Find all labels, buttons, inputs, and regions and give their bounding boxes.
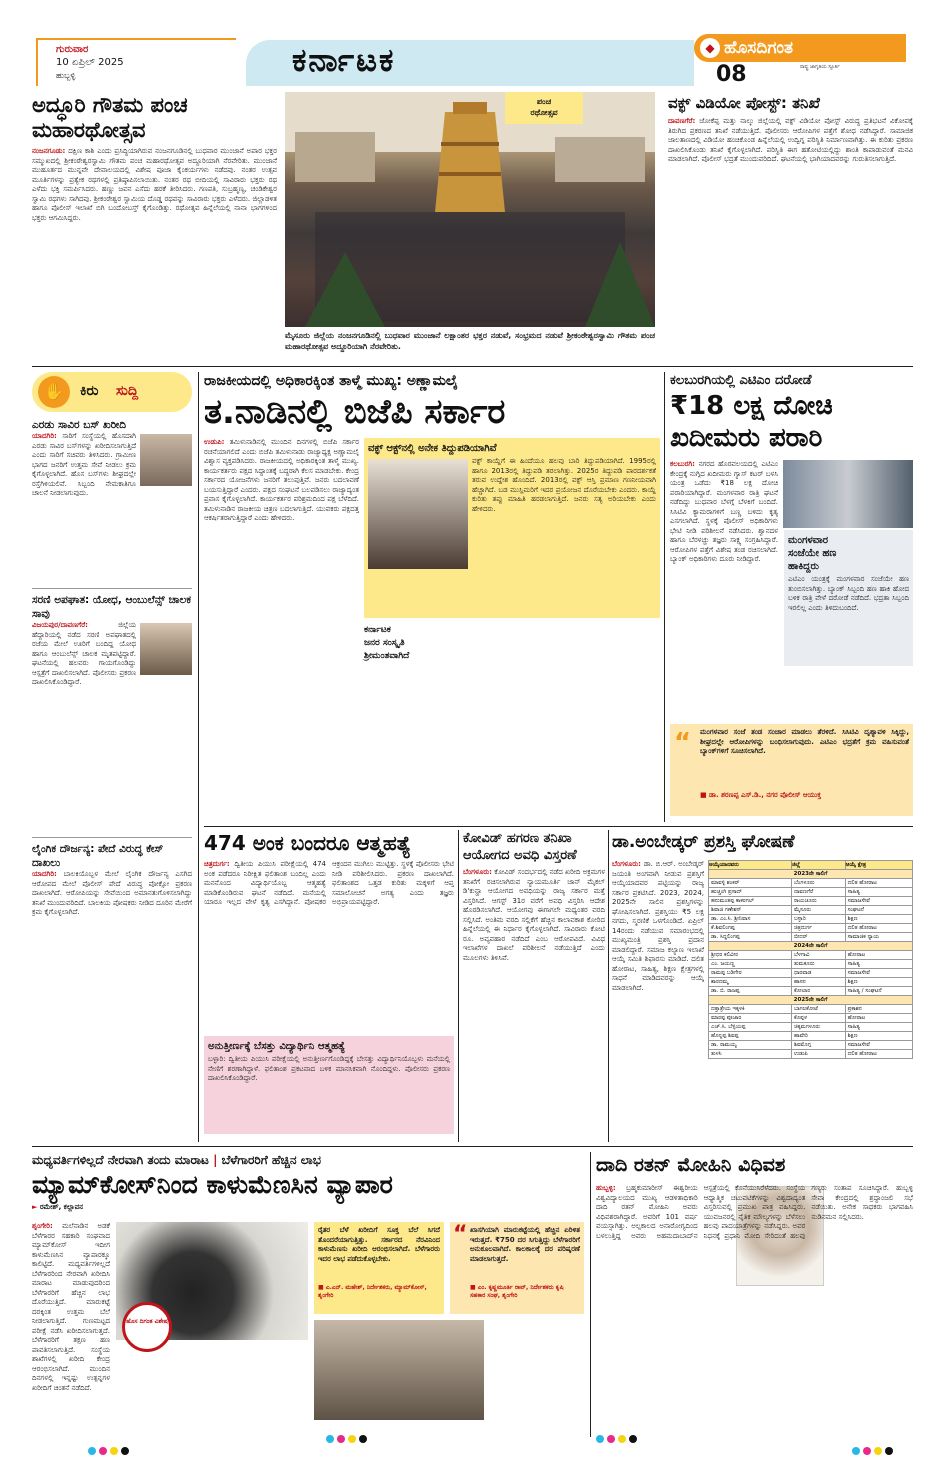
quote-by: ■ ಡಾ. ಶರಣಪ್ಪ ಎಸ್.ಡಿ., ನಗರ ಪೊಲೀಸ್ ಆಯುಕ್ತ [700,791,821,799]
table-row [709,987,913,996]
dateline: ಹುಬ್ಬಳ್ಳಿ: [596,1184,616,1192]
col-header: ಆಯ್ಕೆಯಾದವರು [709,861,792,870]
box-photo [368,459,468,569]
table-row [709,888,913,897]
headline: ತ.ನಾಡಿನಲ್ಲಿ ಬಿಜೆಪಿ ಸರ್ಕಾರ [204,392,506,432]
box-title-line-2: ಸಂಜೆಯೇ ಹಣ [788,548,837,559]
table-cell: ಸಾಹಿತ್ಯ [845,888,912,897]
story-body [463,868,605,1120]
col-header: ಜಿಲ್ಲೆ [791,861,845,870]
table-cell: ಚಿಕ್ಕಮಗಳೂರು [791,1023,845,1032]
brand-name: ಹೊಸದಿಗಂತ [724,38,794,58]
divider [664,372,665,822]
photo-caption: ಮೈಸೂರು ಜಿಲ್ಲೆಯ ನಂಜನಗೂಡಿನಲ್ಲಿ ಬುಧವಾರ ಮುಂಜಾನೆ ಲಕ್ಷಾಂತರ ಭಕ್ತರ ನಡುವೆ, ಸಂಭ್ರಮದ ನಡುವೆ ಶ್ರೀಕಂಠೇಶ್ವರಸ್ವಾಮಿ ಗೌತಮ ಪಂಚ ಮಹಾರಥೋತ್ಸವ ಅದ್ದೂರಿಯಾಗಿ ನೆರವೇರಿತು. [285,331,655,351]
story-body [32,147,277,359]
dateline: ಉಡುಪಿ: [204,438,225,446]
table-row [709,960,913,969]
brief-title: ಲೈಂಗಿಕ ದೌರ್ಜನ್ಯ: ಪೇದೆ ವಿರುದ್ಧ ಕೇಸ್ ದಾಖಲು [32,843,164,869]
brief-photo [140,434,192,486]
table-cell: ಬೆಳಗಾವಿ [791,951,845,960]
table-cell: ಸಮಾಜಸೇವೆ [845,1041,912,1050]
color-registration-dots [88,1440,132,1459]
table-cell: ಹಾಸನ [791,978,845,987]
body-text: ದ್ವಿತೀಯ ಪಿಯುಸಿ ಪರೀಕ್ಷೆಯಲ್ಲಿ 474 ಅಂಕ ಪಡೆದರೂ ನಿರೀಕ್ಷಿತ ಫಲಿತಾಂಶ ಬಂದಿಲ್ಲ ಎಂದು ಮನನೊಂದ ವಿದ್ಯಾರ್ಥಿಯೊಬ್ಬ ಆತ್ಮಹತ್ಯೆ ಮಾಡಿಕೊಂಡಿರುವ ಘಟನೆ ನಡೆದಿದೆ. ಮನೆಯಲ್ಲಿ ಯಾರೂ ಇಲ್ಲದ ವೇಳೆ ಕೃತ್ಯ ಎಸಗಿದ್ದಾನೆ. ಪೋಷಕರ ಆಕ್ರಂದನ ಮುಗಿಲು ಮುಟ್ಟಿತ್ತು. ಸ್ಥಳಕ್ಕೆ ಪೊಲೀಸರು ಭೇಟಿ ನೀಡಿ ಪರಿಶೀಲಿಸಿದರು. ಪ್ರಕರಣ ದಾಖಲಾಗಿದೆ. ಫಲಿತಾಂಶದ ಒತ್ತಡ ಕುರಿತು ಮಕ್ಕಳಿಗೆ ಆಪ್ತ ಸಮಾಲೋಚನೆ ಅಗತ್ಯ ಎಂದು ತಜ್ಞರು ಅಭಿಪ್ರಾಯಪಟ್ಟಿದ್ದಾರೆ. [204,860,454,906]
page-number: 08 [716,62,747,87]
color-registration-dots [852,1440,896,1459]
date-block [36,38,236,86]
quote-box-1 [314,1222,444,1314]
waqf-box [364,438,660,618]
table-section-row [709,996,913,1005]
date-label: 10 ಏಪ್ರಿಲ್ 2025 [56,57,124,68]
body-mid [182,1346,308,1434]
table-section-row [709,870,913,879]
body-text: ದಕ್ಷಿಣ ಕಾಶಿ ಎಂದು ಪ್ರಸಿದ್ಧಿಯಾಗಿರುವ ನಂಜನಗೂಡಿನಲ್ಲಿ ಬುಧವಾರ ಮುಂಜಾನೆ ಅಪಾರ ಭಕ್ತರ ಸಮ್ಮುಖದಲ್ಲಿ ಶ್ರೀಕಂಠೇಶ್ವರಸ್ವಾಮಿ ಗೌತಮ ಪಂಚ ಮಹಾರಥೋತ್ಸವ ಅದ್ದೂರಿಯಾಗಿ ನೆರವೇರಿತು. ಮುಂಜಾನೆ ಮುಹೂರ್ತದ ಮುನ್ನವೇ ದೇವಾಲಯದಲ್ಲಿ ವಿಶೇಷ ಪೂಜಾ ಕೈಂಕರ್ಯಗಳು ನಡೆದವು. ನಂತರ ಉತ್ಸವ ಮೂರ್ತಿಗಳನ್ನು ಪ್ರತ್ಯೇಕ ರಥಗಳಲ್ಲಿ ಪ್ರತಿಷ್ಠಾಪಿಸಲಾಯಿತು. ನಂತರ ರಥ ಬೀದಿಯಲ್ಲಿ ಸಾವಿರಾರು ಭಕ್ತರು ರಥ ಎಳೆದು ಭಕ್ತಿ ಸಮರ್ಪಿಸಿದರು. ಹಣ್ಣು ಜವನ ಎಸೆದು ಹರಕೆ ತೀರಿಸಿದರು. ಗಣಪತಿ, ಸುಬ್ರಹ್ಮಣ್ಯ, ಚಂಡಿಕೇಶ್ವರ ಸ್ವಾಮಿ ರಥಗಳು ಸಾಗಿದವು. ಶ್ರೀಕಂಠೇಶ್ವರ ಸ್ವಾಮಿಯ ದೊಡ್ಡ ರಥವನ್ನು ಸಾವಿರಾರು ಭಕ್ತರು ಎಳೆದರು. ಜಿಲ್ಲಾಡಳಿತ ಹಾಗೂ ಪೊಲೀಸ್ ಇಲಾಖೆ ಬಿಗಿ ಬಂದೋಬಸ್ತ್ ಕೈಗೊಂಡಿತ್ತು. ರಥೋತ್ಸವ ಹಿನ್ನೆಲೆಯಲ್ಲಿ ನಾನಾ ಭಾಗಗಳಿಂದ ಭಕ್ತರು ಆಗಮಿಸಿದ್ದರು. [32,147,277,222]
story-body [612,860,704,1138]
dateline: ವಿಜಯಪುರ/ದಾವಣಗೆರೆ: [32,621,88,629]
brief-body [32,870,192,1020]
box-title [788,534,909,573]
table-cell: ಕೆ.ಶಿವಲಿಂಗಪ್ಪ [709,924,792,933]
brief-body [32,621,136,831]
body-text: ತಮಿಳುನಾಡಿನಲ್ಲಿ ಮುಂದಿನ ದಿನಗಳಲ್ಲಿ ಬಿಜೆಪಿ ಸರ್ಕಾರ ರಚನೆಯಾಗಲಿದೆ ಎಂದು ಬಿಜೆಪಿ ತಮಿಳುನಾಡು ರಾಜ್ಯಾಧ್ಯಕ್ಷ ಅಣ್ಣಾಮಲೈ ವಿಶ್ವಾಸ ವ್ಯಕ್ತಪಡಿಸಿದರು. ರಾಜಕೀಯದಲ್ಲಿ ಅಧಿಕಾರಕ್ಕಿಂತ ತಾಳ್ಮೆ ಮುಖ್ಯ. ಕಾರ್ಯಕರ್ತರು ಪಕ್ಷದ ಸಿದ್ಧಾಂತಕ್ಕೆ ಬದ್ಧರಾಗಿ ಕೆಲಸ ಮಾಡಬೇಕು. ಕೇಂದ್ರ ಸರ್ಕಾರದ ಯೋಜನೆಗಳು ಜನರಿಗೆ ತಲುಪುತ್ತಿವೆ. ಜನರು ಬದಲಾವಣೆ ಬಯಸುತ್ತಿದ್ದಾರೆ ಎಂದರು. ಪಕ್ಷದ ಸಂಘಟನೆ ಬಲಪಡಿಸಲು ರಾಜ್ಯಾದ್ಯಂತ ಪ್ರವಾಸ ಕೈಗೊಳ್ಳಲಾಗಿದೆ. ಕಾರ್ಯಕರ್ತರ ಪರಿಶ್ರಮದಿಂದ ಪಕ್ಷ ಬೆಳೆದಿದೆ. ತಮಿಳುನಾಡಿನ ರಾಜಕೀಯ ಚಿತ್ರಣ ಬದಲಾಗುತ್ತಿದೆ. ಯುವಕರು ಪಕ್ಷದತ್ತ ಆಕರ್ಷಿತರಾಗುತ್ತಿದ್ದಾರೆ ಎಂದು ಹೇಳಿದರು. [204,438,359,522]
temple-festival-photo [285,92,655,327]
story-mamcos-pepper [32,1152,584,1437]
label-kiru: ಕಿರು [80,383,99,399]
hand-icon: ✋ [38,376,70,408]
table-cell: ಹಾವೇರಿ [791,1032,845,1041]
sub-title: ಅನುತ್ತೀರ್ಣಕ್ಕೆ ಬೆಸತ್ತು ವಿದ್ಯಾರ್ಥಿನಿ ಆತ್ಮಹತ್ಯೆ [208,1041,346,1052]
special-stamp [122,1302,172,1352]
table-row [709,1041,913,1050]
dateline: ಬೆಂಗಳೂರು: [463,868,492,876]
section-label: 2023ನೇ ಸಾಲಿಗೆ [709,870,913,879]
table-cell: ಡಾ. ಎಂ.ಸಿ. ಶ್ರೀನಿವಾಸ [709,915,792,924]
table-cell: ಶಿವಮೊಗ್ಗ [791,1041,845,1050]
story-atm-robbery [670,372,913,822]
table-cell: ಉಡುಪಿ [791,1050,845,1059]
tag-line-1: ಪಂಚ [536,97,552,106]
table-cell: ಹನುಮಂತಪ್ಪ ಕಾಕರಗಲ್ [709,897,792,906]
table-cell: ದತ್ತಾತ್ರೇಯ ಇಕ್ಕಳಕಿ [709,1005,792,1014]
table-cell: ತುಳಸಿ [709,1050,792,1059]
stamp-text: ಹೊಸ ದಿಗಂತ ವಿಶೇಷ [126,1318,168,1325]
story-student-suicide [204,830,454,1140]
table-body [709,870,913,1059]
body-text: ಸಾರಿಗೆ ಸಂಸ್ಥೆಯಲ್ಲಿ ಹೊಸದಾಗಿ ಎರಡು ಸಾವಿರ ಬಸ್‌ಗಳನ್ನು ಖರೀದಿಸಲಾಗುತ್ತಿದೆ ಎಂದು ಸಾರಿಗೆ ಸಚಿವರು ತಿಳಿಸಿದರು. ಗ್ರಾಮೀಣ ಭಾಗದ ಜನರಿಗೆ ಉತ್ತಮ ಸೇವೆ ನೀಡಲು ಕ್ರಮ ಕೈಗೊಳ್ಳಲಾಗಿದೆ. ಹೊಸ ಬಸ್‌ಗಳು ಶೀಘ್ರದಲ್ಲೇ ರಸ್ತೆಗಿಳಿಯಲಿವೆ. ಸಿಬ್ಬಂದಿ ನೇಮಕಾತಿಗೂ ಚಾಲನೆ ನೀಡಲಾಗುವುದು. [32,432,136,497]
body-text: ಬಾಲಕಿಯೊಬ್ಬಳ ಮೇಲೆ ಲೈಂಗಿಕ ದೌರ್ಜನ್ಯ ಎಸಗಿದ ಆರೋಪದ ಮೇಲೆ ಪೊಲೀಸ್ ಪೇದೆ ವಿರುದ್ಧ ಪೋಕ್ಸೋ ಪ್ರಕರಣ ದಾಖಲಾಗಿದೆ. ಆರೋಪಿಯನ್ನು ಸೇವೆಯಿಂದ ಅಮಾನತುಗೊಳಿಸಲಾಗಿದ್ದು ತನಿಖೆ ಮುಂದುವರಿದಿದೆ. ಬಾಲಕಿಯ ಪೋಷಕರು ನೀಡಿದ ದೂರಿನ ಮೇರೆಗೆ ಕ್ರಮ ಕೈಗೊಳ್ಳಲಾಗಿದೆ. [32,870,192,916]
divider [204,826,913,827]
story-body [596,1184,913,1422]
divider [608,830,609,1142]
divider [198,372,199,1142]
kirusuddi-column [32,372,192,1142]
divider [32,1146,913,1147]
dateline: ಯಾದಗಿರಿ: [32,870,57,878]
body-text: ನಗರದ ಹೊರವಲಯದಲ್ಲಿ ಎಟಿಎಂ ಕೇಂದ್ರಕ್ಕೆ ನುಗ್ಗಿದ ಖದೀಮರು ಗ್ಯಾಸ್ ಕಟರ್ ಬಳಸಿ ಯಂತ್ರ ಒಡೆದು ₹18 ಲಕ್ಷ ದೋಚಿ ಪರಾರಿಯಾಗಿದ್ದಾರೆ. ಮಂಗಳವಾರ ರಾತ್ರಿ ಘಟನೆ ನಡೆದಿದ್ದು ಬುಧವಾರ ಬೆಳಗ್ಗೆ ಬೆಳಕಿಗೆ ಬಂದಿದೆ. ಸಿಸಿಟಿವಿ ಕ್ಯಾಮರಾಗಳಿಗೆ ಬಣ್ಣ ಬಳಿದು ಕೃತ್ಯ ಎಸಗಲಾಗಿದೆ. ಸ್ಥಳಕ್ಕೆ ಪೊಲೀಸ್ ಅಧಿಕಾರಿಗಳು ಭೇಟಿ ನೀಡಿ ಪರಿಶೀಲನೆ ನಡೆಸಿದರು. ಶ್ವಾನದಳ ಹಾಗೂ ಬೆರಳಚ್ಚು ತಜ್ಞರು ಸಾಕ್ಷ್ಯ ಸಂಗ್ರಹಿಸಿದ್ದಾರೆ. ಆರೋಪಿಗಳ ಪತ್ತೆಗೆ ವಿಶೇಷ ತಂಡ ರಚಿಸಲಾಗಿದೆ. ಬ್ಯಾಂಕ್ ಅಧಿಕಾರಿಗಳು ದೂರು ನೀಡಿದ್ದಾರೆ. [670,460,778,563]
col-header: ಆಯ್ಕೆ ಕ್ಷೇತ್ರ [845,861,912,870]
table-row [709,897,913,906]
table-cell: ಧಾರವಾಡ [791,969,845,978]
story-body [670,460,778,666]
table-cell: ಬಳ್ಳಾರಿ [791,915,845,924]
quote-icon: “ [453,1222,468,1247]
table-row [709,1032,913,1041]
quote-icon: “ [674,728,692,758]
table-cell: ದಲಿತ ಹೋರಾಟ [845,879,912,888]
table-cell: ಬಾಗಲಕೋಟೆ [791,1005,845,1014]
table-row [709,924,913,933]
label-suddi: ಸುದ್ದಿ [116,383,139,399]
table-cell: ಶಿಕ್ಷಣ [845,1032,912,1041]
table-cell: ಹೋರಾಟ [845,1014,912,1023]
dateline: ಯಾದಗಿರಿ: [32,432,57,440]
headline: ವಕ್ಫ್ ವಿಡಿಯೋ ಪೋಸ್ಟ್: ತನಿಖೆ [668,94,820,112]
quote-line-1: ಕರ್ನಾಟಕ [364,625,391,635]
dateline: ದಾವಣಗೆರೆ: [668,117,696,125]
table-cell: ಬೀದರ್ [791,933,845,942]
table-cell: ಡಾ. ಸಿದ್ದಲಿಂಗಪ್ಪ [709,933,792,942]
table-cell: ರಾಮಪ್ಪ ಬಡಿಗೇರ [709,969,792,978]
body-text: ಕೋವಿಡ್ ಸಂದರ್ಭದಲ್ಲಿ ನಡೆದ ಖರೀದಿ ಅಕ್ರಮಗಳ ತನಿಖೆಗೆ ರಚಿಸಲಾಗಿರುವ ನ್ಯಾಯಮೂರ್ತಿ ಜಾನ್ ಮೈಕಲ್ ಡಿ'ಕುನ್ಹಾ ಆಯೋಗದ ಅವಧಿಯನ್ನು ರಾಜ್ಯ ಸರ್ಕಾರ ಮತ್ತೆ ವಿಸ್ತರಿಸಿದೆ. ಆಗಸ್ಟ್ 31ರ ವರೆಗೆ ಅವಧಿ ವಿಸ್ತರಿಸಿ ಆದೇಶ ಹೊರಡಿಸಲಾಗಿದೆ. ಆಯೋಗವು ಈಗಾಗಲೇ ಮಧ್ಯಂತರ ವರದಿ ಸಲ್ಲಿಸಿದೆ. ಅಂತಿಮ ವರದಿ ಸಲ್ಲಿಕೆಗೆ ಹೆಚ್ಚಿನ ಕಾಲಾವಕಾಶ ಕೋರಿದ ಹಿನ್ನೆಲೆಯಲ್ಲಿ ಈ ನಿರ್ಧಾರ ಕೈಗೊಳ್ಳಲಾಗಿದೆ. ಸಾವಿರಾರು ಕೋಟಿ ರೂ. ಅವ್ಯವಹಾರ ನಡೆದಿದೆ ಎಂಬ ಆರೋಪವಿದೆ. ವಿವಿಧ ಇಲಾಖೆಗಳ ದಾಖಲೆ ಪರಿಶೀಲನೆ ನಡೆಯುತ್ತಿದೆ ಎಂದು ಮೂಲಗಳು ತಿಳಿಸಿವೆ. [463,868,605,962]
dateline: ನಂಜನಗೂಡು: [32,147,66,155]
table-header [709,861,913,870]
table-cell: ಬೆಂಗಳೂರು [791,879,845,888]
table-section-row [709,942,913,951]
table-row [709,969,913,978]
byline: ► ರಮೇಶ್, ಕಲ್ಲಾವನ [32,1203,84,1211]
table-cell: ಶ್ರೀಧರ ಕಲಿವೀರ [709,951,792,960]
table-cell: ತುಮಕೂರು [791,960,845,969]
market-photo [314,1320,484,1420]
table-cell: ಸಾಹಿತ್ಯ / ಸಂಘಟನೆ [845,987,912,996]
table-cell: ಶಿಕ್ಷಣ [845,978,912,987]
divider [32,366,913,367]
box-body: ಎಟಿಎಂ ಯಂತ್ರಕ್ಕೆ ಮಂಗಳವಾರ ಸಂಜೆಯೇ ಹಣ ತುಂಬಿಸಲಾಗಿತ್ತು. ಬ್ಯಾಂಕ್ ಸಿಬ್ಬಂದಿ ಹಣ ಹಾಕಿ ಹೋದ ಬಳಿಕ ರಾತ್ರಿ ವೇಳೆ ದರೋಡೆ ನಡೆದಿದೆ. ಭದ್ರತಾ ಸಿಬ್ಬಂದಿ ಇರಲಿಲ್ಲ ಎಂದು ತಿಳಿದುಬಂದಿದೆ. [788,575,909,612]
brief-item [32,588,192,831]
sub-body: ಬಳ್ಳಾರಿ: ದ್ವಿತೀಯ ಪಿಯುಸಿ ಪರೀಕ್ಷೆಯಲ್ಲಿ ಅನುತ್ತೀರ್ಣಗೊಂಡಿದ್ದಕ್ಕೆ ಬೇಸತ್ತು ವಿದ್ಯಾರ್ಥಿನಿಯೊಬ್ಬಳು ಮನೆಯಲ್ಲಿ ನೇಣಿಗೆ ಶರಣಾಗಿದ್ದಾಳೆ. ಫಲಿತಾಂಶ ಪ್ರಕಟವಾದ ಬಳಿಕ ಮಾನಸಿಕವಾಗಿ ನೊಂದಿದ್ದಳು. ಪೊಲೀಸರು ಪ್ರಕರಣ ದಾಖಲಿಸಿಕೊಂಡಿದ್ದಾರೆ. [208,1055,450,1082]
table-cell: ಶಾರದಮ್ಮ [709,978,792,987]
brief-item [32,418,192,582]
photo-tag [505,92,583,124]
byline-text: ರಮೇಶ್, ಕಲ್ಲಾವನ [39,1203,84,1211]
body-right [490,1320,584,1430]
day-label: ಗುರುವಾರ [56,44,89,55]
story-covid-commission [463,830,605,1140]
table-cell: ದಾವಣಗೆರೆ [791,888,845,897]
quote-box-2 [450,1222,584,1314]
table-cell: ಮಾರಪ್ಪ ಪೂಜಾರ [709,1014,792,1023]
body-text: ಜಿಲ್ಲೆಯ ಹೆದ್ದಾರಿಯಲ್ಲಿ ನಡೆದ ಸರಣಿ ಅಪಘಾತದಲ್ಲಿ ರಜೆಯ ಮೇಲೆ ಊರಿಗೆ ಬಂದಿದ್ದ ಯೋಧ ಹಾಗೂ ಆಂಬುಲೆನ್ಸ್ ಚಾಲಕ ಮೃತಪಟ್ಟಿದ್ದಾರೆ. ಘಟನೆಯಲ್ಲಿ ಹಲವರು ಗಾಯಗೊಂಡಿದ್ದು ಆಸ್ಪತ್ರೆಗೆ ದಾಖಲಿಸಲಾಗಿದೆ. ಪೊಲೀಸರು ಪ್ರಕರಣ ದಾಖಲಿಸಿಕೊಂಡಿದ್ದಾರೆ. [32,621,136,686]
table-row [709,879,913,888]
table-cell: ದಲಿತ ಹೋರಾಟ [845,1050,912,1059]
box-title-line-3: ಹಾಕಿದ್ದರು [788,561,819,572]
headline: ₹18 ಲಕ್ಷ ದೋಚಿ ಖದೀಮರು ಪರಾರಿ [670,391,833,453]
body-text: ಬ್ರಹ್ಮಕುಮಾರೀಸ್ ಈಶ್ವರೀಯ ವಿಶ್ವವಿದ್ಯಾಲಯದ ಮುಖ್ಯ ಆಡಳಿತಾಧಿಕಾರಿ ದಾದಿ ರತನ್ ಮೋಹಿನಿ ಅವರು ವಿಧಿವಶರಾಗಿದ್ದಾರೆ. ಅವರಿಗೆ 101 ವರ್ಷ ವಯಸ್ಸಾಗಿತ್ತು. ಅಲ್ಪಕಾಲದ ಅನಾರೋಗ್ಯದಿಂದ ಬಳಲುತ್ತಿದ್ದ ಅವರು ಅಹಮದಾಬಾದ್‌ನ ಆಸ್ಪತ್ರೆಯಲ್ಲಿ ಕೊನೆಯುಸಿರೆಳೆದರು. ಸಂಸ್ಥೆಯ ಆಧ್ಯಾತ್ಮಿಕ ಚಟುವಟಿಕೆಗಳನ್ನು ವಿಶ್ವದಾದ್ಯಂತ ವಿಸ್ತರಿಸುವಲ್ಲಿ ಪ್ರಮುಖ ಪಾತ್ರ ವಹಿಸಿದ್ದರು. ಯುವಜನರಲ್ಲಿ ನೈತಿಕ ಮೌಲ್ಯಗಳನ್ನು ಬೆಳೆಸಲು ಹಲವು ಪಾದಯಾತ್ರೆಗಳನ್ನು ನಡೆಸಿದ್ದರು. ಅವರ ನಿಧನಕ್ಕೆ ಪ್ರಧಾನಿ ಮೋದಿ ಸೇರಿದಂತೆ ಹಲವು ಗಣ್ಯರು ಸಂತಾಪ ಸೂಚಿಸಿದ್ದಾರೆ. ಹುಬ್ಬಳ್ಳಿ ಸೇವಾ ಕೇಂದ್ರದಲ್ಲಿ ಶ್ರದ್ಧಾಂಜಲಿ ಸಭೆ ನಡೆಯಿತು. ಅನೇಕ ಸಾಧಕರು ಭಾಗವಹಿಸಿ ನುಡಿನಮನ ಸಲ್ಲಿಸಿದರು. [596,1184,913,1240]
story-body [204,438,359,818]
table-cell: ಸಾಮಾಜಿಕ ನ್ಯಾಯ [845,933,912,942]
table-cell: ಶಿಕ್ಷಣ [845,915,912,924]
table-cell: ಮೈಸೂರು [791,906,845,915]
quote-line-3: ಶ್ರೀಮಂತವಾಗಿದೆ [364,651,410,661]
table-cell: ಹುಚ್ಚಂಗಿ ಪ್ರಸಾದ್ [709,888,792,897]
masthead [0,0,945,95]
body-continued [670,670,913,718]
color-registration-dots [596,1428,640,1447]
story-rathotsava [32,93,277,361]
table-row [709,951,913,960]
table-cell: ಪ್ರಕಾಶನ [845,1005,912,1014]
headline: ಡಾ.ಅಂಬೇಡ್ಕರ್ ಪ್ರಶಸ್ತಿ ಘೋಷಣೆ [612,832,795,852]
table-cell: ಹೋರಾಟ [845,951,912,960]
temple-scene [285,92,655,327]
headline: ಅದ್ಧೂರಿ ಗೌತಮ ಪಂಚ ಮಹಾರಥೋತ್ಸವ [32,93,188,142]
table-cell: ಡಾ. ಬಿ. ರಾಜಪ್ಪ [709,987,792,996]
table-cell: ಚಿತ್ರದುರ್ಗ [791,924,845,933]
atm-box [784,530,913,666]
table-row [709,1023,913,1032]
kicker-a: ಮಧ್ಯವರ್ತಿಗಳಿಲ್ಲದೆ ನೇರವಾಗಿ ತಂದು ಮಾರಾಟ [32,1153,209,1167]
table-row [709,933,913,942]
quote-by: ■ ಎ.ಎನ್. ಮಹೇಶ್, ನಿರ್ದೇಶಕರು, ಮ್ಯಾಮ್‌ಕೋಸ್, ಶೃಂಗೇರಿ [318,1284,427,1299]
color-registration-dots [326,1428,370,1447]
table-cell: ಡಾ. ರಾಮಯ್ಯ [709,1041,792,1050]
table-cell: ಎಂ. ಜಯಣ್ಣ [709,960,792,969]
table-row [709,1050,913,1059]
quote-by: ■ ಎಂ. ಕೃಷ್ಣಮೂರ್ತಿ ರಾವ್, ನಿರ್ದೇಶಕರು ಕೃಷಿ ಸಹಕಾರ ಸಂಘ, ಶೃಂಗೇರಿ [470,1284,564,1299]
table-row [709,906,913,915]
table-cell: ರಾಯಚೂರು [791,897,845,906]
sub-story-box [204,1036,454,1134]
box-title-line-1: ಮಂಗಳವಾರ [788,535,829,546]
headline: ಕೋವಿಡ್ ಹಗರಣ ತನಿಖಾ ಆಯೋಗದ ಅವಧಿ ವಿಸ್ತರಣೆ [463,831,577,863]
divider [458,830,459,1142]
section-label: 2024ನೇ ಸಾಲಿಗೆ [709,942,913,951]
table-cell: ಶಿವಾಜಿ ಗಣೇಶನ್ [709,906,792,915]
body-text: ಡಾ. ಬಿ.ಆರ್. ಅಂಬೇಡ್ಕರ್ ಜಯಂತಿ ಅಂಗವಾಗಿ ನೀಡುವ ಪ್ರಶಸ್ತಿಗೆ ಆಯ್ಕೆಯಾದವರ ಪಟ್ಟಿಯನ್ನು ರಾಜ್ಯ ಸರ್ಕಾರ ಪ್ರಕಟಿಸಿದೆ. 2023, 2024, 2025ನೇ ಸಾಲಿನ ಪ್ರಶಸ್ತಿಗಳನ್ನು ಘೋಷಿಸಲಾಗಿದೆ. ಪ್ರಶಸ್ತಿಯು ₹5 ಲಕ್ಷ ನಗದು, ಸ್ಮರಣಿಕೆ ಒಳಗೊಂಡಿದೆ. ಏಪ್ರಿಲ್ 14ರಂದು ನಡೆಯುವ ಸಮಾರಂಭದಲ್ಲಿ ಮುಖ್ಯಮಂತ್ರಿ ಪ್ರಶಸ್ತಿ ಪ್ರದಾನ ಮಾಡಲಿದ್ದಾರೆ. ಸಮಾಜ ಕಲ್ಯಾಣ ಇಲಾಖೆ ಆಯ್ಕೆ ಸಮಿತಿ ಶಿಫಾರಸು ಮಾಡಿದೆ. ದಲಿತ ಹೋರಾಟ, ಸಾಹಿತ್ಯ, ಶಿಕ್ಷಣ ಕ್ಷೇತ್ರಗಳಲ್ಲಿ ಸಾಧನೆ ಮಾಡಿದವರನ್ನು ಆಯ್ಕೆ ಮಾಡಲಾಗಿದೆ. [612,860,704,992]
tag-line-2: ರಥೋತ್ಸವ [530,108,558,117]
story-body [32,1222,110,1434]
headline: 474 ಅಂಕ ಬಂದರೂ ಆತ್ಮಹತ್ಯೆ [204,831,411,855]
kicker-b: ಬೆಳೆಗಾರರಿಗೆ ಹೆಚ್ಚಿನ ಲಾಭ [221,1153,321,1167]
dateline: ಶೃಂಗೇರಿ: [32,1222,53,1230]
edition-label: ಹುಬ್ಬಳ್ಳಿ [56,71,76,80]
quote-text: ಖಾಸಗಿಯಾಗಿ ಮಾರುಕಟ್ಟೆಯಲ್ಲಿ ಹೆಚ್ಚಿನ ಏರಿಳಿತ ಇರುತ್ತದೆ. ₹750 ದರ ಸಿಗುತ್ತಿದ್ದು ಬೆಳೆಗಾರರಿಗೆ ಅನುಕೂಲವಾಗಿದೆ. ಕಾಲಕಾಲಕ್ಕೆ ದರ ಪರಿಷ್ಕರಣೆ ಮಾಡಲಾಗುತ್ತದೆ. [470,1226,580,1263]
table-cell: ದಲಿತ ಹೋರಾಟ [845,924,912,933]
table-cell: ಸಾಹಿತ್ಯ [845,1023,912,1032]
table-row [709,1005,913,1014]
body-text: ಮಲೆನಾಡಿನ ಅಡಕೆ ಬೆಳೆಗಾರರ ಸಹಕಾರಿ ಸಂಘವಾದ ಮ್ಯಾಮ್‌ಕೋಸ್ ಇದೀಗ ಕಾಳುಮೆಣಸಿನ ವ್ಯಾಪಾರಕ್ಕೂ ಕಾಲಿಟ್ಟಿದೆ. ಮಧ್ಯವರ್ತಿಗಳಿಲ್ಲದೆ ಬೆಳೆಗಾರರಿಂದ ನೇರವಾಗಿ ಖರೀದಿಸಿ ಮಾರಾಟ ಮಾಡುವುದರಿಂದ ಬೆಳೆಗಾರರಿಗೆ ಹೆಚ್ಚಿನ ಲಾಭ ದೊರೆಯುತ್ತಿದೆ. ಮಾರುಕಟ್ಟೆ ದರಕ್ಕಿಂತ ಉತ್ತಮ ಬೆಲೆ ನೀಡಲಾಗುತ್ತಿದೆ. ಗುಣಮಟ್ಟದ ಪರೀಕ್ಷೆ ನಡೆಸಿ ಖರೀದಿಸಲಾಗುತ್ತದೆ. ಬೆಳೆಗಾರರಿಗೆ ತಕ್ಷಣ ಹಣ ಪಾವತಿಸಲಾಗುತ್ತಿದೆ. ಸಂಸ್ಥೆಯ ಶಾಖೆಗಳಲ್ಲಿ ಖರೀದಿ ಕೇಂದ್ರ ಆರಂಭಿಸಲಾಗಿದೆ. ಮುಂದಿನ ದಿನಗಳಲ್ಲಿ ಇನ್ನಷ್ಟು ಉತ್ಪನ್ನಗಳ ಖರೀದಿಗೆ ಚಿಂತನೆ ನಡೆದಿದೆ. [32,1222,110,1392]
table-cell: ಮಾವಳ್ಳಿ ಶಂಕರ್ [709,879,792,888]
story-body [668,117,913,357]
table-cell: ಹೊನ್ನಪ್ಪ ಶಿವಪ್ಪ [709,1032,792,1041]
dateline: ಚಿತ್ರದುರ್ಗ: [204,860,230,868]
table-cell: ಸಮಾಜಸೇವೆ [845,897,912,906]
quote-text: ರೈತರ ಬೆಳೆ ಖರೀದಿಗೆ ಸೂಕ್ತ ಬೆಲೆ ಸಿಗದೆ ತೊಂದರೆಯಾಗುತ್ತಿತ್ತು. ಸರ್ಕಾರದ ನೆರವಿನಿಂದ ಕಾಳುಮೆಣಸು ಖರೀದಿ ಆರಂಭಿಸಲಾಗಿದೆ. ಬೆಳೆಗಾರರು ಇದರ ಲಾಭ ಪಡೆದುಕೊಳ್ಳಬೇಕು. [318,1226,440,1263]
body-text: ಜೋಕೆಪ್ಪ ಮತ್ತು ನಾಲ್ಕು ಜಿಲ್ಲೆಯಲ್ಲಿ ವಕ್ಫ್ ವಿಡಿಯೋ ಪೋಸ್ಟ್ ವಿರುದ್ಧ ಪ್ರತಿಭಟನೆ ವಿಕೋಪಕ್ಕೆ ತಿರುಗಿದ ಪ್ರಕರಣದ ತನಿಖೆ ನಡೆಯುತ್ತಿದೆ. ಪೊಲೀಸರು ಆರೋಪಿಗಳ ಪತ್ತೆಗೆ ಶೋಧ ನಡೆಸಿದ್ದಾರೆ. ಸಾಮಾಜಿಕ ಜಾಲತಾಣದಲ್ಲಿ ವಿಡಿಯೋ ಹಂಚಿಕೊಂಡ ಹಿನ್ನೆಲೆಯಲ್ಲಿ ಉದ್ವಿಗ್ನ ಪರಿಸ್ಥಿತಿ ನಿರ್ಮಾಣವಾಗಿತ್ತು. ಈ ಕುರಿತು ಪ್ರಕರಣ ದಾಖಲಿಸಿಕೊಂಡು ತನಿಖೆ ಕೈಗೊಳ್ಳಲಾಗಿದೆ. ಪರಿಸ್ಥಿತಿ ಈಗ ಹತೋಟಿಯಲ್ಲಿದ್ದು ಶಾಂತಿ ಕಾಪಾಡುವಂತೆ ಮನವಿ ಮಾಡಲಾಗಿದೆ. ಪೊಲೀಸ್ ಭದ್ರತೆ ಮುಂದುವರಿದಿದೆ. ಘಟನೆಯಲ್ಲಿ ಭಾಗಿಯಾದವರನ್ನು ಗುರುತಿಸಲಾಗುತ್ತಿದೆ. [668,117,913,163]
table-row [709,915,913,924]
brief-item [32,837,192,1020]
table-cell: ಸಂಘಟನೆ [845,906,912,915]
lead-story [204,372,660,822]
lamp-icon: ◆ [700,38,720,58]
brief-photo [140,623,192,675]
story-waqf-video [668,93,913,363]
brief-title: ಎರಡು ಸಾವಿರ ಬಸ್ ಖರೀದಿ [32,419,126,431]
kicker: ಮಧ್ಯವರ್ತಿಗಳಿಲ್ಲದೆ ನೇರವಾಗಿ ತಂದು ಮಾರಾಟ | ಬೆಳೆಗಾರರಿಗೆ ಹೆಚ್ಚಿನ ಲಾಭ [32,1153,321,1167]
brief-title: ಸರಣಿ ಅಪಘಾತ: ಯೋಧ, ಆಂಬುಲೆನ್ಸ್ ಚಾಲಕ ಸಾವು [32,594,192,620]
brief-body [32,432,136,582]
box-body: ವಕ್ಫ್ ಕಾಯ್ದೆಗೆ ಈ ಹಿಂದೆಯೂ ಹಲವು ಬಾರಿ ತಿದ್ದುಪಡಿಯಾಗಿದೆ. 1995ರಲ್ಲಿ ಹಾಗೂ 2013ರಲ್ಲಿ ತಿದ್ದುಪಡಿ ತರಲಾಗಿತ್ತು. 2025ರ ತಿದ್ದುಪಡಿ ಪಾರದರ್ಶಕತೆ ತರುವ ಉದ್ದೇಶ ಹೊಂದಿದೆ. 2013ರಲ್ಲಿ ವಕ್ಫ್ ಆಸ್ತಿ ಪ್ರಮಾಣ ಗಣನೀಯವಾಗಿ ಹೆಚ್ಚಾಗಿದೆ. ಬಡ ಮುಸ್ಲಿಮರಿಗೆ ಇದರ ಪ್ರಯೋಜನ ದೊರೆಯಬೇಕು ಎಂದರು. ಕಾಯ್ದೆ ಕುರಿತು ತಪ್ಪು ಮಾಹಿತಿ ಹರಡಲಾಗುತ್ತಿದೆ. ಜನರು ಸತ್ಯ ಅರಿಯಬೇಕು ಎಂದು ಹೇಳಿದರು. [472,457,656,513]
atm-photo [783,460,913,528]
headline: ಮ್ಯಾಮ್‌ಕೋಸ್‌ನಿಂದ ಕಾಳುಮೆಣಸಿನ ವ್ಯಾಪಾರ [32,1170,393,1199]
quote-line-2: ಜನರ ಸಂಸ್ಕೃತಿ [364,638,405,648]
section-label: 2025ನೇ ಸಾಲಿಗೆ [709,996,913,1005]
table-cell: ಎಚ್.ಸಿ. ಬೆಳ್ಳಿಯಪ್ಪ [709,1023,792,1032]
headline: ದಾದಿ ರತನ್ ಮೋಹಿನಿ ವಿಧಿವಶ [596,1154,786,1176]
dateline: ಬೆಂಗಳೂರು: [612,860,641,868]
story-ambedkar-award [612,830,913,1140]
table-cell: ಸಾಹಿತ್ಯ [845,960,912,969]
dateline: ಕಲಬುರಗಿ: [670,460,695,468]
table-cell: ಕೋಲಾರ [791,987,845,996]
commissioner-quote [670,724,913,816]
kicker: ಕಲಬುರಗಿಯಲ್ಲಿ ಎಟಿಎಂ ದರೋಡೆ [670,373,812,388]
story-body [204,860,454,1030]
divider [590,1152,591,1437]
award-table [708,860,913,1059]
box-title: ವಕ್ಫ್ ಆಕ್ಟ್‌ನಲ್ಲಿ ಅನೇಕ ತಿದ್ದುಪಡಿಯಾಗಿವೆ [368,443,497,454]
table-row [709,978,913,987]
section-title: ಕರ್ನಾಟಕ [292,41,396,79]
table-cell: ಕೊಪ್ಪಳ [791,1014,845,1023]
quote-text: ಮಂಗಳವಾರ ಸಂಜೆ ತಂಡ ಸಂಚಾರ ಮಾಡಲು ತೆರಳಿದೆ. ಸಿಸಿಟಿವಿ ದೃಶ್ಯಾವಳಿ ಸಿಕ್ಕಿದ್ದು, ಶೀಘ್ರದಲ್ಲೇ ಆರೋಪಿಗಳನ್ನು ಬಂಧಿಸಲಾಗುವುದು. ಎಟಿಎಂ ಭದ್ರತೆಗೆ ಕ್ರಮ ವಹಿಸುವಂತೆ ಬ್ಯಾಂಕ್‌ಗಳಿಗೆ ಸೂಚಿಸಲಾಗಿದೆ. [700,728,909,755]
kicker: ರಾಜಕೀಯದಲ್ಲಿ ಅಧಿಕಾರಕ್ಕಿಂತ ತಾಳ್ಮೆ ಮುಖ್ಯ: ಅಣ್ಣಾಮಲೈ [204,373,458,389]
kirusuddi-header [32,372,192,412]
table-row [709,1014,913,1023]
story-dadi-obituary [596,1152,913,1437]
brand-logo [694,34,906,62]
brand-tagline: ರಾಷ್ಟ್ರ ಜಾಗೃತಿಯ ಸ್ಫೂರ್ತಿ [800,64,840,70]
culture-quote [364,624,444,684]
table-cell: ಸಮಾಜಸೇವೆ [845,969,912,978]
